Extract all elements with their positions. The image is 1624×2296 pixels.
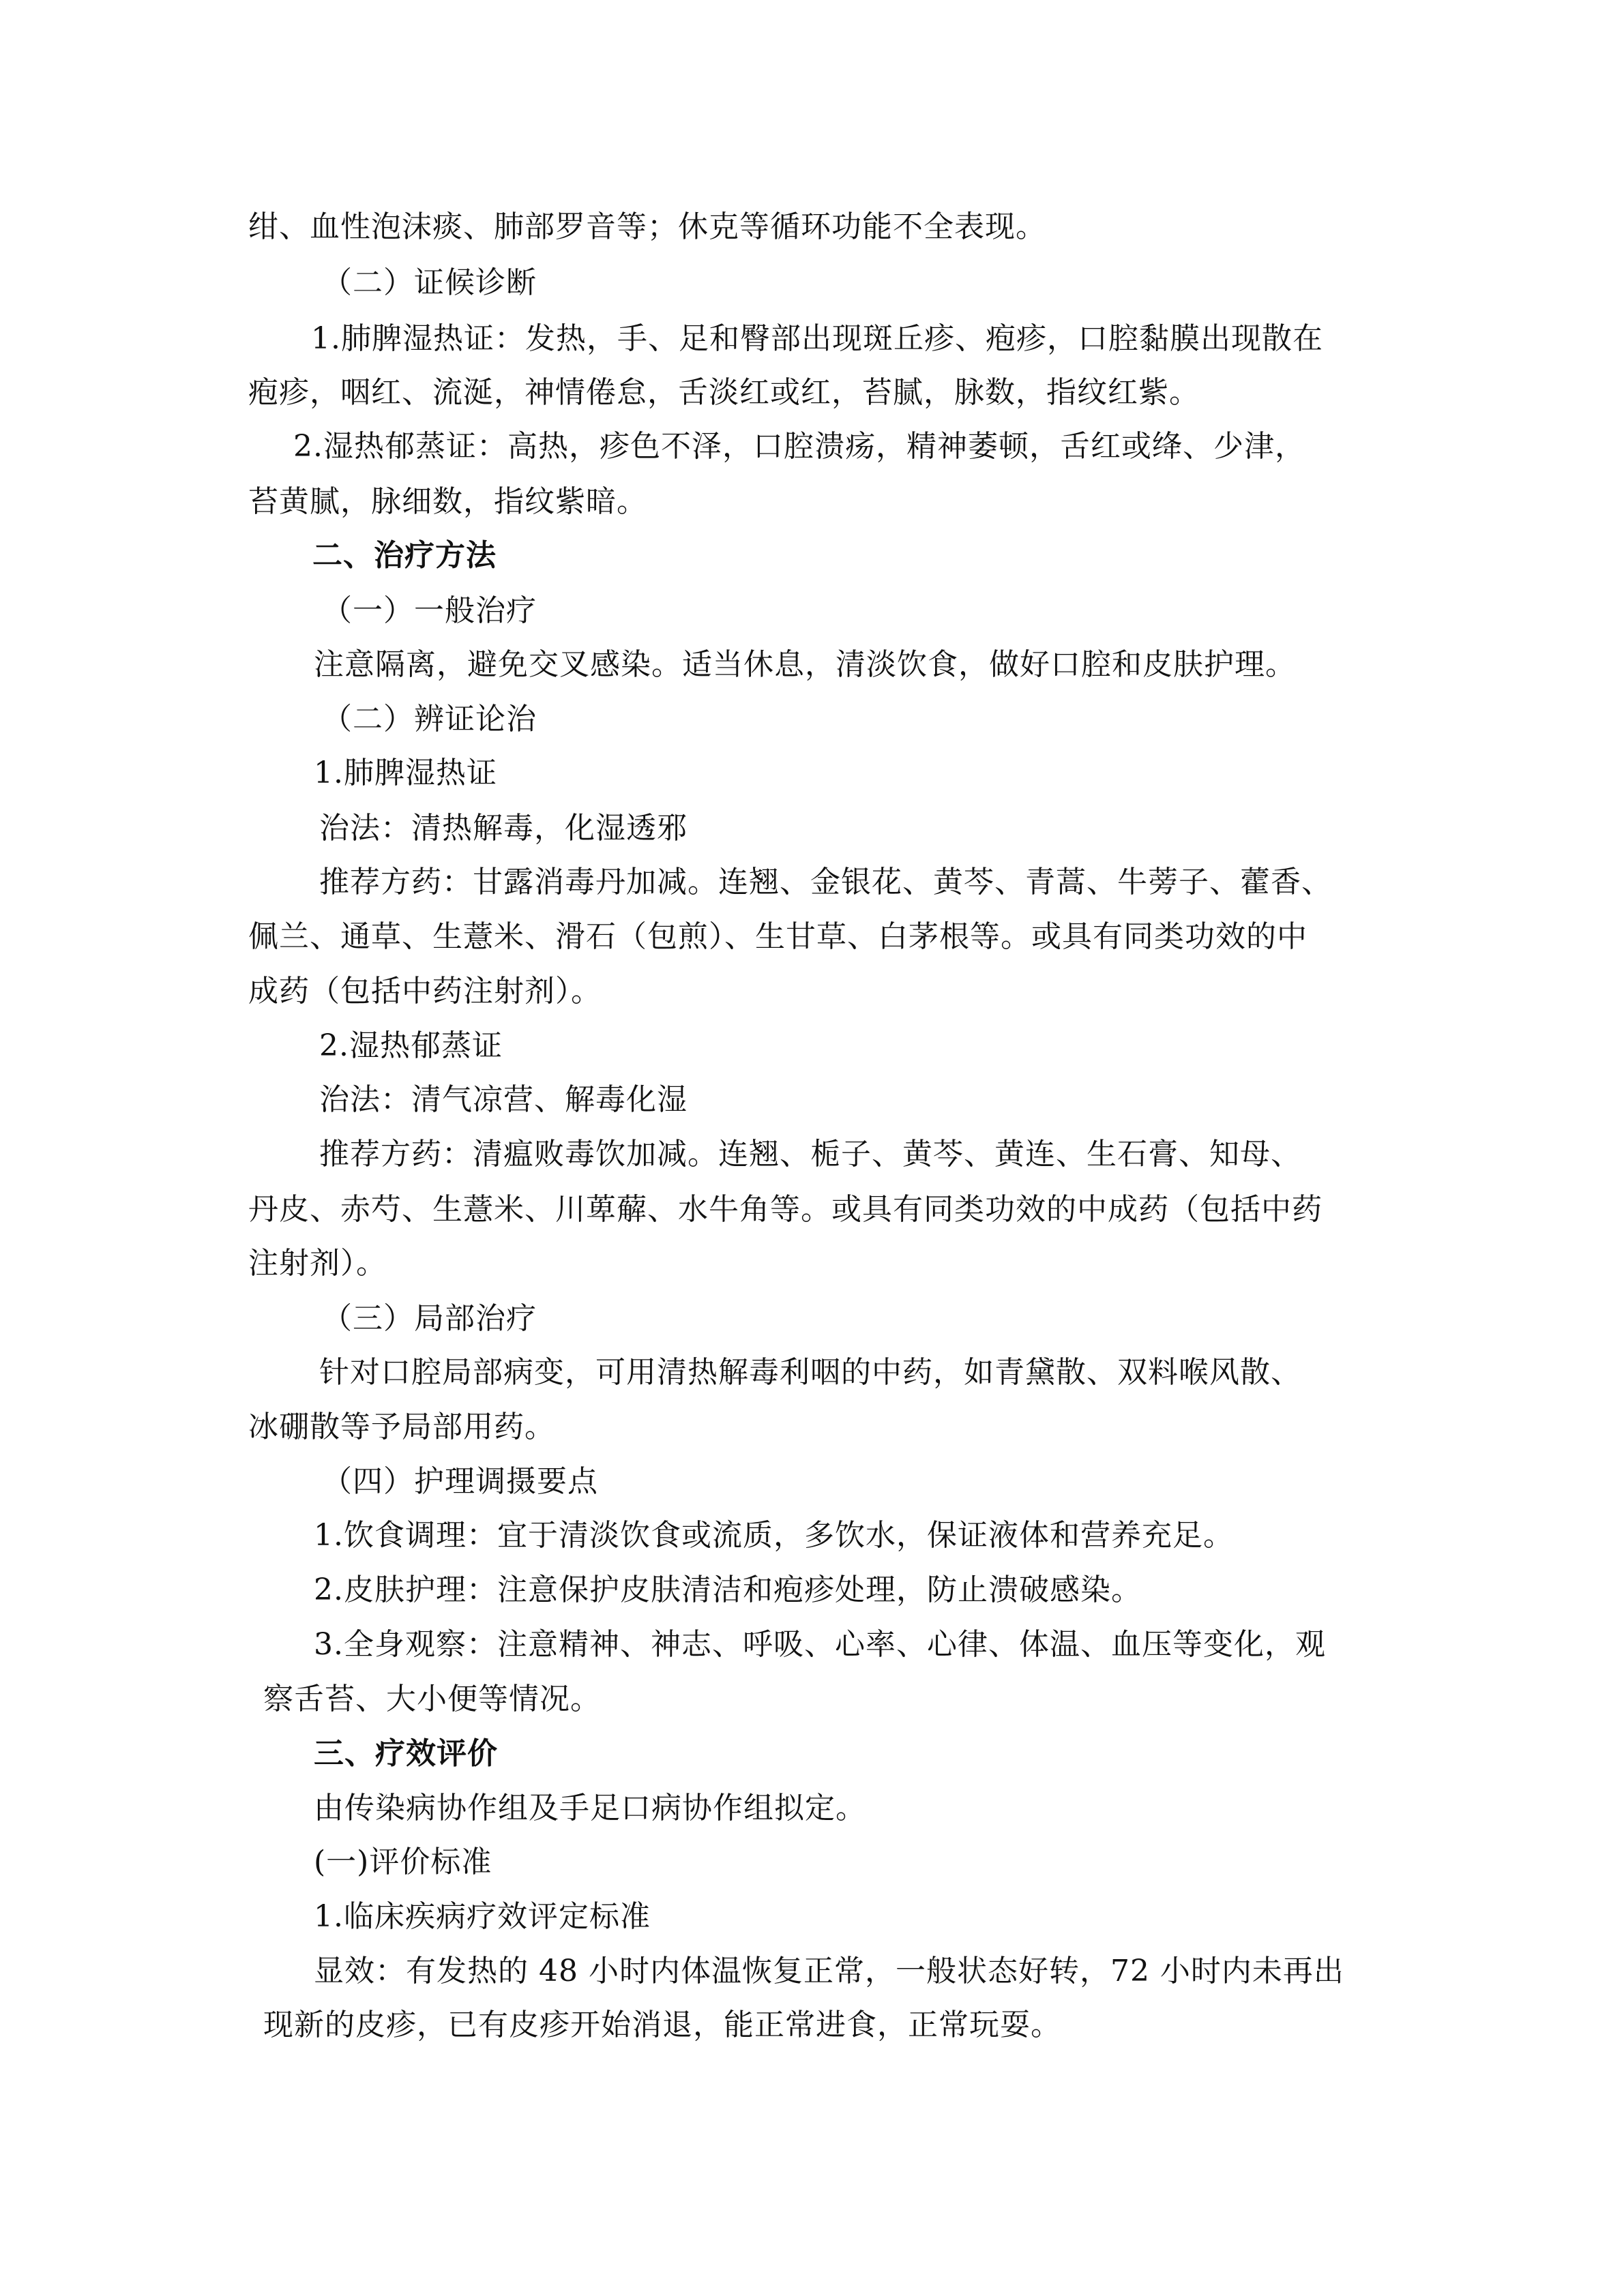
text-line: 察舌苔、大小便等情况。	[263, 1682, 601, 1716]
text-line: 针对口腔局部病变，可用清热解毒利咽的中药，如青黛散、双料喉风散、	[319, 1355, 1301, 1390]
section-heading: (一)评价标准	[314, 1845, 492, 1879]
text-line: 佩兰、通草、生薏米、滑石（包煎）、生甘草、白茅根等。或具有同类功效的中	[248, 919, 1308, 954]
text-line: 现新的皮疹，已有皮疹开始消退，能正常进食，正常玩耍。	[263, 2008, 1061, 2042]
text-line: 显效：有发热的 48 小时内体温恢复正常，一般状态好转，72 小时内未再出	[314, 1954, 1344, 1988]
text-line: 注射剂）。	[248, 1246, 387, 1281]
text-line: 推荐方药：清瘟败毒饮加减。连翘、栀子、黄芩、黄连、生石膏、知母、	[319, 1137, 1301, 1172]
text-line: 注意隔离，避免交叉感染。适当休息，清淡饮食，做好口腔和皮肤护理。	[314, 647, 1296, 682]
text-line: 推荐方药：甘露消毒丹加减。连翘、金银花、黄芩、青蒿、牛蒡子、藿香、	[319, 865, 1332, 899]
section-heading: （三）局部治疗	[322, 1301, 537, 1336]
text-line: 1.临床疾病疗效评定标准	[314, 1899, 651, 1934]
text-line: 1.肺脾湿热证	[314, 756, 497, 790]
text-line: 治法：清热解毒，化湿透邪	[319, 811, 688, 846]
text-line: 冰硼散等予局部用药。	[248, 1410, 555, 1444]
text-line: 2.湿热郁蒸证	[319, 1028, 503, 1063]
text-line: 丹皮、赤芍、生薏米、川萆薢、水牛角等。或具有同类功效的中成药（包括中药	[248, 1192, 1323, 1227]
text-line: 1.肺脾湿热证：发热，手、足和臀部出现斑丘疹、疱疹，口腔黏膜出现散在	[311, 321, 1323, 356]
text-line: 苔黄腻，脉细数，指纹紫暗。	[248, 484, 647, 519]
text-line: 治法：清气凉营、解毒化湿	[319, 1082, 688, 1117]
chapter-heading: 二、治疗方法	[312, 538, 497, 573]
text-line: 1.饮食调理：宜于清淡饮食或流质，多饮水，保证液体和营养充足。	[314, 1518, 1234, 1553]
text-line: 绀、血性泡沫痰、肺部罗音等；休克等循环功能不全表现。	[248, 209, 1046, 244]
chapter-heading: 三、疗效评价	[314, 1736, 498, 1771]
text-line: 2.皮肤护理：注意保护皮肤清洁和疱疹处理，防止溃破感染。	[314, 1572, 1142, 1607]
text-line: 疱疹，咽红、流涎，神情倦怠，舌淡红或红，苔腻，脉数，指纹红紫。	[248, 375, 1200, 410]
text-line: 3.全身观察：注意精神、神志、呼吸、心率、心律、体温、血压等变化，观	[314, 1627, 1326, 1662]
text-line: 2.湿热郁蒸证：高热，疹色不泽，口腔溃疡，精神萎顿，舌红或绛、少津，	[293, 429, 1305, 464]
section-heading: （二）证候诊断	[322, 265, 537, 300]
section-heading: （二）辨证论治	[322, 702, 537, 736]
text-line: 成药（包括中药注射剂）。	[248, 974, 602, 1009]
section-heading: （一）一般治疗	[322, 593, 537, 628]
text-line: 由传染病协作组及手足口病协作组拟定。	[314, 1791, 866, 1825]
section-heading: （四）护理调摄要点	[322, 1464, 598, 1499]
